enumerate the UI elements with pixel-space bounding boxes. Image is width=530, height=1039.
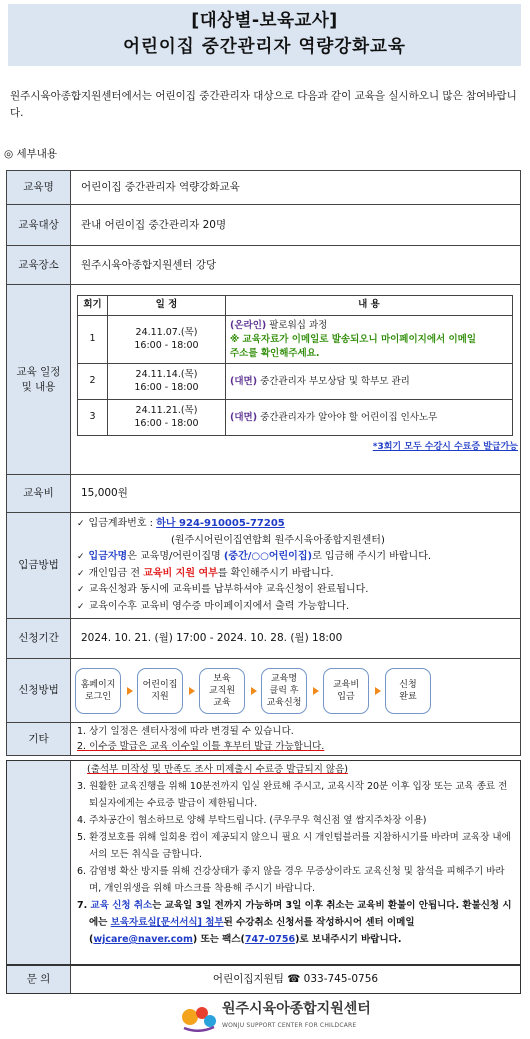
session-no: 2 xyxy=(78,364,108,400)
note-3: 3. 원활한 교육진행을 위해 10분전까지 입실 완료해 주시고, 교육시작 20분 이후 입장 또는 교육 종료 전 퇴실자에게는 수료증 발급이 제한됩니다. xyxy=(77,781,508,809)
center-name: 원주시육아종합지원센터 xyxy=(222,1001,371,1017)
page-title: 어린이집 중간관리자 역량강화교육 xyxy=(123,37,406,57)
step-complete: 신청 완료 xyxy=(385,668,431,714)
etc-cell xyxy=(71,723,521,756)
session-no: 3 xyxy=(78,400,108,436)
label-fee: 교육비 xyxy=(7,475,71,513)
session-date: 24.11.07.(목) 16:00 - 18:00 xyxy=(108,316,226,364)
notes-list xyxy=(77,761,514,948)
method-cell xyxy=(71,659,521,723)
payment-cell: ✓ 입금계좌번호 : 하나 924-910005-77205 (원주시어린이집연합회 원주시육아종합지원센터) ✓ 입금자명은 교육명/어린이집명 (중간/○○어린이집)로 입금해 주시기 바랍니다. ✓ 개인입금 전 교육비 지원 여부를 확인해주시기 바랍니다. ✓ 교육신청과 동시에 교육비를 납부하셔야 교육신청이 완료됩니다. ✓ 교육이수후 교육비 영수증 마이페이지에서 출력 가능합니다. xyxy=(71,513,521,619)
label-contact: 문 의 xyxy=(7,966,71,993)
value-place: 원주시육아종합지원센터 강당 xyxy=(71,246,521,285)
header-category: [대상별-보육교사] xyxy=(191,11,338,31)
session-content: (대면) 중간관리자 부모상담 및 학부모 관리 xyxy=(226,364,513,400)
value-fee: 15,000원 xyxy=(71,475,521,513)
value-period: 2024. 10. 21. (월) 17:00 - 2024. 10. 28. (월) 18:00 xyxy=(71,619,521,659)
etc-note-2: 2. 이수증 발급은 교육 이수일 이틀 후부터 발급 가능합니다. xyxy=(77,741,325,752)
account-holder: (원주시어린이집연합회 원주시육아종합지원센터) xyxy=(171,534,385,546)
row-target xyxy=(7,205,521,246)
arrow-right-icon xyxy=(313,687,319,695)
row-etc xyxy=(7,723,521,756)
section-title: ◎ 세부내용 xyxy=(4,148,58,160)
session-content: (대면) 중간관리자가 알아야 할 어린이집 인사노무 xyxy=(226,400,513,436)
step-login: 홈페이지 로그인 xyxy=(75,668,121,714)
note-6: 6. 감염병 확산 방지를 위해 건강상태가 좋지 않을 경우 무증상이라도 교육신청 및 참석을 피해주기 바라며, 개인위생을 위해 마스크를 착용해 주시기 바랍니다. xyxy=(77,866,505,894)
center-subname: WONJU SUPPORT CENTER FOR CHILDCARE xyxy=(222,1022,357,1029)
check-icon: ✓ xyxy=(77,585,85,595)
row-course-name xyxy=(7,171,521,205)
label-period: 신청기간 xyxy=(7,619,71,659)
arrow-right-icon xyxy=(189,687,195,695)
label-course-name: 교육명 xyxy=(7,171,71,205)
footer-logo xyxy=(180,1000,380,1036)
step-center-support: 어린이집 지원 xyxy=(137,668,183,714)
session-date: 24.11.14.(목) 16:00 - 18:00 xyxy=(108,364,226,400)
session-date: 24.11.21.(목) 16:00 - 18:00 xyxy=(108,400,226,436)
row-method xyxy=(7,659,521,723)
row-fee xyxy=(7,475,521,513)
session-content: (온라인) 팔로워십 과정 ※ 교육자료가 이메일로 발송되오니 마이페이지에서 이메일 주소를 확인해주세요. xyxy=(226,316,513,364)
step-staff-education: 보육 교직원 교육 xyxy=(199,668,245,714)
check-icon: ✓ xyxy=(77,552,85,562)
step-payment: 교육비 입금 xyxy=(323,668,369,714)
contact-row xyxy=(6,965,521,994)
notes-box xyxy=(6,760,521,965)
schedule-footnote: *3회기 모두 수강시 수료증 발급가능 xyxy=(372,442,518,452)
check-icon: ✓ xyxy=(77,601,85,612)
arrow-right-icon xyxy=(127,687,133,695)
arrow-right-icon xyxy=(251,687,257,695)
label-place: 교육장소 xyxy=(7,246,71,285)
value-contact: 어린이집지원팀 ☎ 033-745-0756 xyxy=(212,973,379,985)
row-payment xyxy=(7,513,521,619)
row-place xyxy=(7,246,521,285)
row-period xyxy=(7,619,521,659)
label-method: 신청방법 xyxy=(7,659,71,723)
col-session: 회기 xyxy=(78,296,108,316)
note-0: (출석부 미작성 및 만족도 조사 미제출시 수료증 발급되지 않음) xyxy=(87,764,348,775)
col-content: 내 용 xyxy=(226,296,513,316)
arrow-right-icon xyxy=(375,687,381,695)
label-payment: 입금방법 xyxy=(7,513,71,619)
application-flow xyxy=(71,660,520,722)
page-header xyxy=(8,4,521,66)
row-schedule xyxy=(7,285,521,475)
note-7: 7. 교육 신청 취소는 교육일 3일 전까지 가능하며 3일 이후 취소는 교육비 환불이 안됩니다. 환불신청 시에는 보육자료실[문서서식] 첨부된 수강취소 신청서를 작성하시어 센터 이메일(wjcare@naver.com) 또는 팩스(747-0756)로 보내주시기 바랍니다. xyxy=(77,900,512,945)
details-table xyxy=(6,170,521,756)
label-target: 교육대상 xyxy=(7,205,71,246)
col-date: 일 정 xyxy=(108,296,226,316)
account-number: 하나 924-910005-77205 xyxy=(156,518,285,529)
session-no: 1 xyxy=(78,316,108,364)
session-row xyxy=(78,316,513,364)
label-etc: 기타 xyxy=(7,723,71,756)
note-4: 4. 주차공간이 협소하므로 양해 부탁드립니다. (쿠우쿠우 혁신점 옆 쌈지주차장 이용) xyxy=(77,815,427,826)
check-icon: ✓ xyxy=(77,519,85,529)
value-course-name: 어린이집 중간관리자 역량강화교육 xyxy=(71,171,521,205)
check-icon: ✓ xyxy=(77,568,85,579)
note-5: 5. 환경보호를 위해 일회용 컵이 제공되지 않으니 필요 시 개인텀블러를 지참하시기를 바라며 교육장 내에서의 모든 취식을 금합니다. xyxy=(77,832,511,860)
session-row xyxy=(78,364,513,400)
schedule-table xyxy=(77,295,513,436)
center-logo-icon xyxy=(180,1002,218,1032)
session-row xyxy=(78,400,513,436)
step-apply: 교육명 클릭 후 교육신청 xyxy=(261,668,307,714)
value-target: 관내 어린이집 중간관리자 20명 xyxy=(71,205,521,246)
intro-text: 원주시육아종합지원센터에서는 어린이집 중간관리자 대상으로 다음과 같이 교육을 실시하오니 많은 참여바랍니다. xyxy=(10,90,517,119)
label-schedule: 교육 일정 및 내용 xyxy=(7,285,71,475)
etc-note-1: 1. 상기 일정은 센터사정에 따라 변경될 수 있습니다. xyxy=(77,726,294,737)
schedule-cell xyxy=(71,285,521,475)
